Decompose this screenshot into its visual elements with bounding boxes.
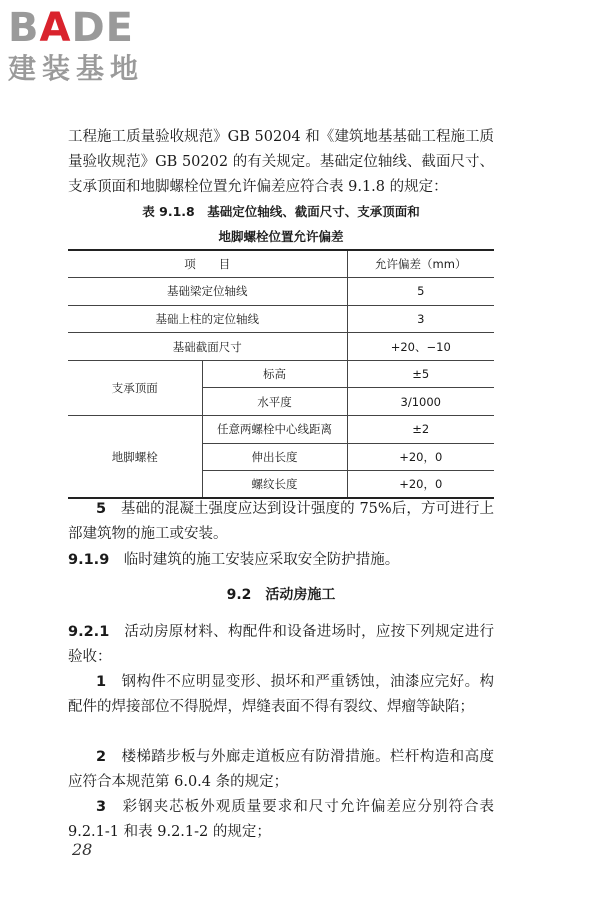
row-subitem: 螺纹长度 (202, 471, 347, 499)
table-row (68, 333, 494, 361)
logo-b: B (8, 5, 40, 51)
logo-a-accent: A (39, 5, 72, 51)
page-number: 28 (72, 840, 93, 859)
logo-wordmark (8, 6, 144, 50)
section-number: 9.2 (226, 587, 252, 603)
clause-text: 基础的混凝土强度应达到设计强度的 75%后，方可进行上部建筑物的施工或安装。 (68, 501, 495, 542)
item-text: 钢构件不应明显变形、损坏和严重锈蚀，油漆应完好。构配件的焊接部位不得脱焊，焊缝表面不得有裂纹、焊瘤等缺陷； (68, 674, 495, 715)
item-number: 2 (96, 749, 107, 765)
brand-logo (8, 6, 144, 86)
clause-5 (68, 497, 494, 547)
list-item (68, 670, 494, 720)
clause-number: 9.1.9 (68, 552, 110, 568)
item-text: 楼梯踏步板与外廊走道板应有防滑措施。栏杆构造和高度应符合本规范第 6.0.4 条的规定； (68, 749, 495, 790)
table-row (68, 416, 494, 444)
tolerance-table (68, 249, 494, 499)
logo-de: DE (71, 5, 134, 51)
table-row (68, 278, 494, 306)
row-subitem: 标高 (202, 360, 347, 388)
row-value: +20，0 (347, 443, 494, 471)
clause-text: 临时建筑的施工安装应采取安全防护措施。 (123, 552, 400, 568)
group-label: 地脚螺栓 (68, 416, 202, 499)
table-caption-line1: 表 9.1.8 基础定位轴线、截面尺寸、支承顶面和 (142, 204, 420, 219)
row-value: ±5 (347, 360, 494, 388)
logo-subtitle: 建装基地 (8, 52, 145, 85)
row-value: 3 (347, 305, 494, 333)
row-value: 3/1000 (347, 388, 494, 416)
clause-9-2-1 (68, 620, 494, 670)
section-heading (68, 584, 494, 606)
row-value: ±2 (347, 416, 494, 444)
table-caption-line2: 地脚螺栓位置允许偏差 (218, 229, 344, 244)
row-value: +20、−10 (347, 333, 494, 361)
clause-number: 5 (96, 501, 107, 517)
table-header-row (68, 250, 494, 278)
clause-9-1-9 (68, 548, 494, 573)
clause-number: 9.2.1 (68, 624, 110, 640)
header-tolerance: 允许偏差（mm） (347, 250, 494, 278)
table-row (68, 305, 494, 333)
item-number: 3 (96, 799, 107, 815)
list-item (68, 795, 494, 845)
row-subitem: 伸出长度 (202, 443, 347, 471)
item-text: 彩钢夹芯板外观质量要求和尺寸允许偏差应分别符合表 9.2.1-1 和表 9.2.1-2 的规定； (68, 799, 495, 840)
row-subitem: 水平度 (202, 388, 347, 416)
row-value: +20，0 (347, 471, 494, 499)
item-number: 1 (96, 674, 107, 690)
table-row (68, 360, 494, 388)
row-item: 基础梁定位轴线 (68, 278, 347, 306)
row-value: 5 (347, 278, 494, 306)
group-label: 支承顶面 (68, 360, 202, 415)
clause-text: 活动房原材料、构配件和设备进场时，应按下列规定进行验收： (68, 624, 494, 665)
intro-paragraph: 工程施工质量验收规范》GB 50204 和《建筑地基基础工程施工质量验收规范》GB 50202 的有关规定。基础定位轴线、截面尺寸、支承顶面和地脚螺栓位置允许偏差应符合表 9.1.8 的规定： (68, 129, 494, 195)
row-item: 基础上柱的定位轴线 (68, 305, 347, 333)
section-title: 活动房施工 (265, 587, 336, 603)
row-item: 基础截面尺寸 (68, 333, 347, 361)
list-item (68, 745, 494, 795)
header-item: 项 目 (68, 250, 347, 278)
row-subitem: 任意两螺栓中心线距离 (202, 416, 347, 444)
